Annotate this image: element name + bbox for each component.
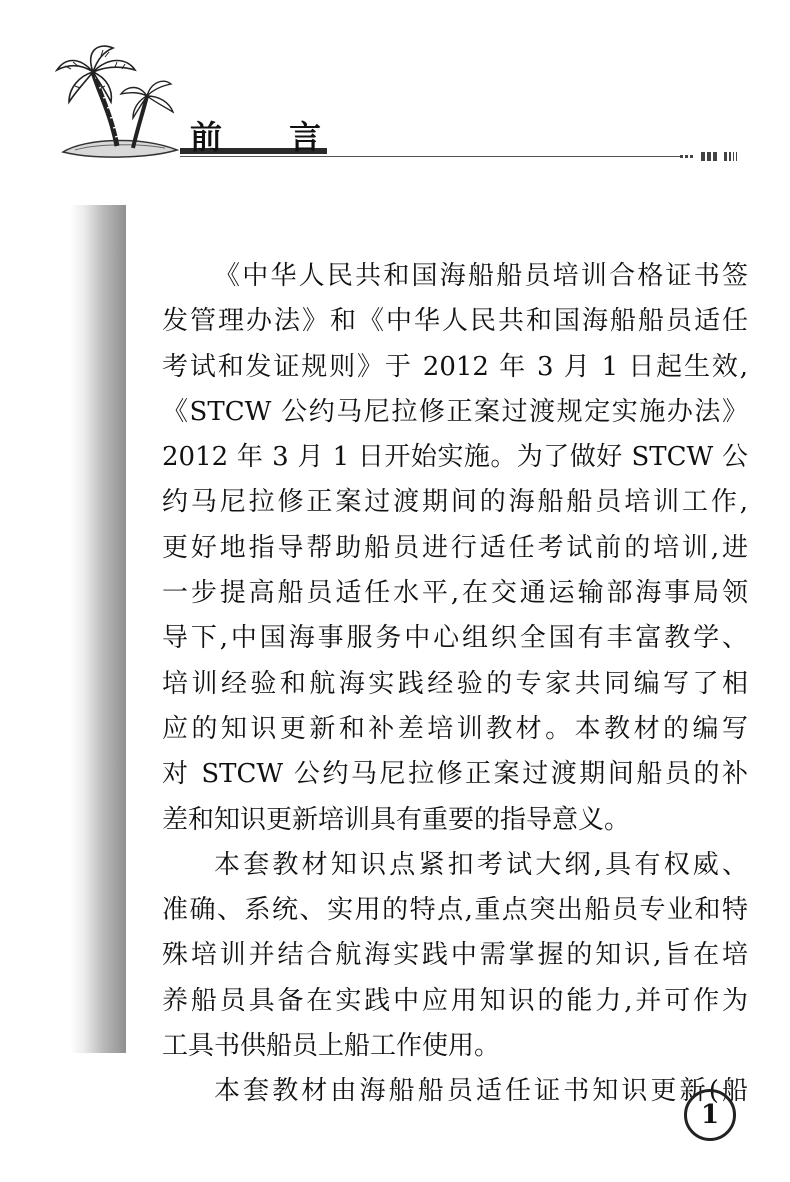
text-line: 约马尼拉修正案过渡期间的海船船员培训工作, xyxy=(162,487,748,518)
text-line: 对 STCW 公约马尼拉修正案过渡期间船员的补 xyxy=(162,759,748,790)
preface-text xyxy=(162,256,748,1117)
text-line: 发管理办法》和《中华人民共和国海船船员适任 xyxy=(162,306,748,337)
section-title: 前 言 xyxy=(190,118,350,156)
page-number: 1 xyxy=(684,1089,736,1141)
text-line: 工具书供船员上船工作使用。 xyxy=(162,1031,501,1062)
text-line: 《STCW 公约马尼拉修正案过渡规定实施办法》 xyxy=(162,396,748,427)
text-line: 一步提高船员适任水平,在交通运输部海事局领 xyxy=(162,578,748,609)
text-line: 本套教材知识点紧扣考试大纲,具有权威、 xyxy=(214,849,748,880)
text-line: 《中华人民共和国海船船员培训合格证书签 xyxy=(214,261,748,291)
text-line: 应的知识更新和补差培训教材。本教材的编写 xyxy=(162,713,748,744)
text-line: 殊培训并结合航海实践中需掌握的知识,旨在培 xyxy=(162,940,748,971)
palm-island-icon xyxy=(55,42,185,164)
text-line: 更好地指导帮助船员进行适任考试前的培训,进 xyxy=(162,532,748,563)
text-line: 养船员具备在实践中应用知识的能力,并可作为 xyxy=(162,985,748,1016)
text-line: 本套教材由海船船员适任证书知识更新(船 xyxy=(214,1076,748,1107)
text-line: 差和知识更新培训具有重要的指导意义。 xyxy=(162,804,631,835)
text-line: 准确、系统、实用的特点,重点突出船员专业和特 xyxy=(162,895,748,926)
text-line: 考试和发证规则》于 2012 年 3 月 1 日起生效, xyxy=(162,351,748,382)
side-gradient-bar xyxy=(70,205,126,1053)
text-line: 导下,中国海事服务中心组织全国有丰富教学、 xyxy=(162,623,748,654)
text-line: 培训经验和航海实践经验的专家共同编写了相 xyxy=(162,668,748,699)
header-rule-ornament xyxy=(680,150,737,162)
text-line: 2012 年 3 月 1 日开始实施。为了做好 STCW 公 xyxy=(162,442,748,473)
